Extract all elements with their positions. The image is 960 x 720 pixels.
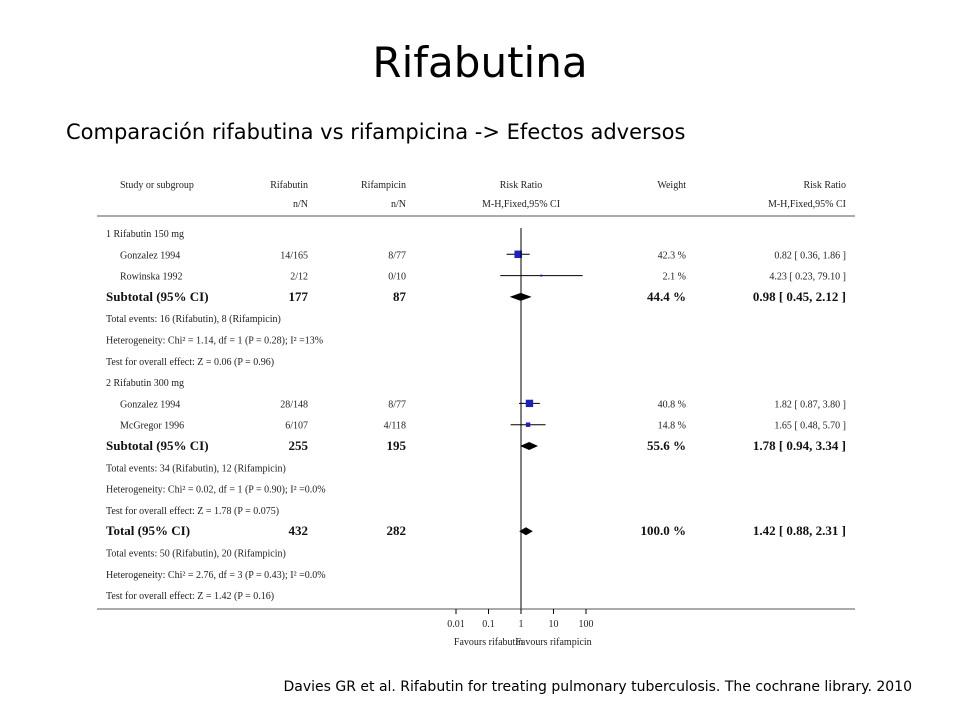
note-label: Total events: 34 (Rifabutin), 12 (Rifampicin) [106,463,286,475]
study-label: Gonzalez 1994 [120,399,181,411]
header-risk-ratio-text: Risk Ratio [803,180,846,191]
study-n1: 2/12 [290,271,308,283]
x-tick-label: 10 [548,619,559,630]
point-estimate-square [526,422,530,426]
total-weight: 100.0 % [640,523,686,539]
header-group2: Rifampicin [361,180,406,191]
note-label: Test for overall effect: Z = 1.78 (P = 0.075) [106,505,280,517]
summary-diamond [520,442,538,450]
study-weight: 40.8 % [657,399,686,411]
study-n2: 4/118 [383,420,406,432]
study-n2: 8/77 [388,250,406,262]
group-label: 1 Rifabutin 150 mg [106,229,185,240]
subtotal-label: Subtotal (95% CI) [106,438,209,453]
header-weight: Weight [657,180,686,191]
study-n1: 28/148 [280,399,308,411]
subtotal-n1: 177 [288,288,308,304]
favours-right-label: Favours rifampicin [515,637,592,648]
note-label: Total events: 16 (Rifabutin), 8 (Rifampicin) [106,314,281,326]
point-estimate-square [540,275,542,277]
study-label: Rowinska 1992 [120,271,183,283]
study-weight: 2.1 % [662,271,686,283]
subtotal-weight: 44.4 % [647,288,686,304]
study-rr-text: 0.82 [ 0.36, 1.86 ] [774,250,846,262]
citation: Davies GR et al. Rifabutin for treating pulmonary tuberculosis. The cochrane library. 2010 [283,679,912,695]
note-label: Heterogeneity: Chi² = 1.14, df = 1 (P = 0.28); I² =13% [106,335,324,347]
study-weight: 42.3 % [657,250,686,262]
study-rr-text: 1.65 [ 0.48, 5.70 ] [774,420,846,432]
study-label: McGregor 1996 [120,420,185,432]
header-study: Study or subgroup [120,180,194,191]
subtotal-label: Subtotal (95% CI) [106,288,209,304]
x-tick-label: 0.1 [482,619,495,630]
total-n2: 282 [386,523,406,539]
study-rr-text: 1.82 [ 0.87, 3.80 ] [774,399,846,411]
study-n2: 0/10 [388,271,406,283]
subtotal-weight: 55.6 % [647,438,686,453]
favours-left-label: Favours rifabutin [453,637,524,648]
note-label: Test for overall effect: Z = 0.06 (P = 0.96) [106,356,275,368]
header-risk-ratio-text-sub: M-H,Fixed,95% CI [767,199,846,210]
subtotal-rr-text: 1.78 [ 0.94, 3.34 ] [752,438,846,453]
x-tick-label: 0.01 [447,619,465,630]
total-n1: 432 [288,523,308,539]
subtotal-rr-text: 0.98 [ 0.45, 2.12 ] [752,288,846,304]
point-estimate-square [526,400,533,407]
subtotal-n1: 255 [288,438,308,453]
study-n2: 8/77 [388,399,406,411]
study-rr-text: 4.23 [ 0.23, 79.10 ] [769,271,846,283]
x-tick-label: 100 [578,619,594,630]
slide-subtitle: Comparación rifabutina vs rifampicina -> Efectos adversos [66,120,686,144]
study-weight: 14.8 % [657,420,686,432]
note-label: Total events: 50 (Rifabutin), 20 (Rifampicin) [106,548,286,560]
subtotal-n2: 87 [393,288,406,304]
note-label: Test for overall effect: Z = 1.42 (P = 0.16) [106,591,275,603]
note-label: Heterogeneity: Chi² = 0.02, df = 1 (P = 0.90); I² =0.0% [106,484,326,496]
group-label: 2 Rifabutin 300 mg [106,378,185,390]
header-risk-ratio-sub: M-H,Fixed,95% CI [481,199,561,210]
study-n1: 14/165 [280,250,308,262]
header-group1: Rifabutin [270,180,308,191]
x-tick-label: 1 [518,619,524,630]
header-group1-sub: n/N [293,199,308,210]
header-group2-sub: n/N [391,199,406,210]
header-risk-ratio: Risk Ratio [499,180,543,191]
total-rr-text: 1.42 [ 0.88, 2.31 ] [752,523,846,539]
slide-title: Rifabutina [372,38,588,87]
subtotal-n2: 195 [386,438,406,453]
study-n1: 6/107 [285,420,308,432]
study-label: Gonzalez 1994 [120,250,181,262]
total-label: Total (95% CI) [106,523,191,539]
note-label: Heterogeneity: Chi² = 2.76, df = 3 (P = 0.43); I² =0.0% [106,569,326,581]
